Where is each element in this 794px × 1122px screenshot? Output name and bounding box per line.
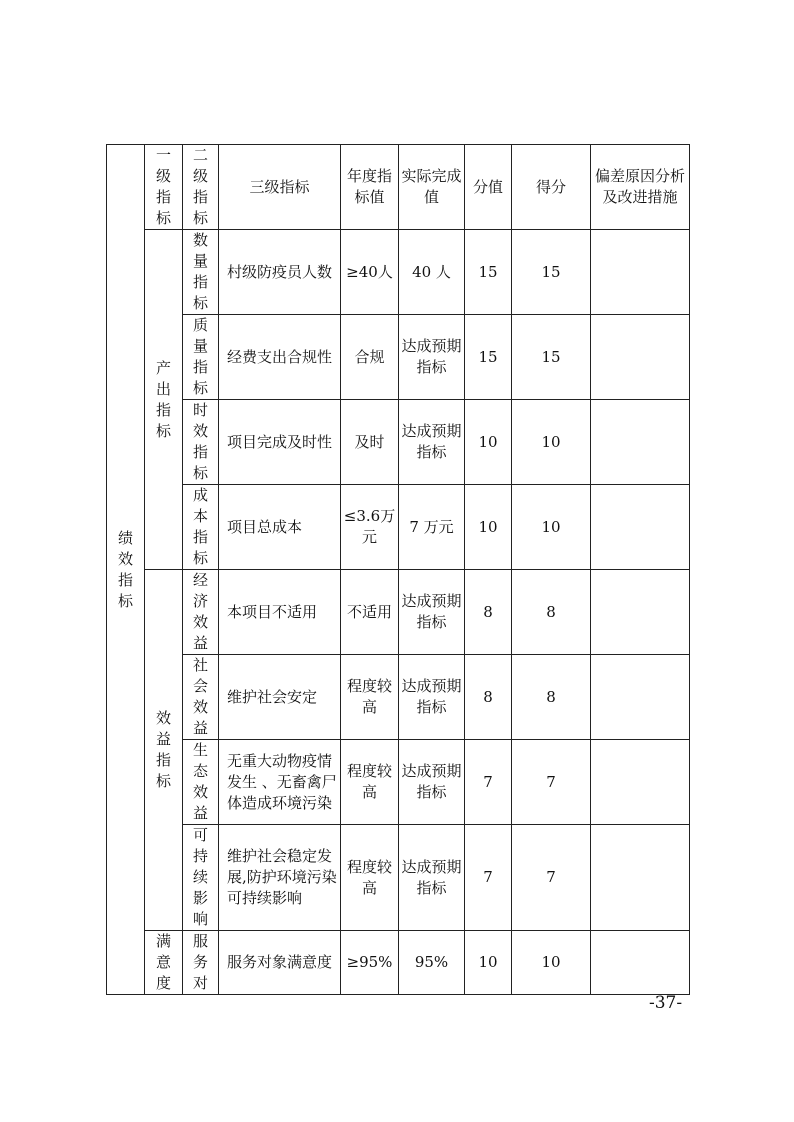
header-score: 得分 — [512, 145, 591, 230]
header-deviation: 偏差原因分析及改进措施 — [591, 145, 690, 230]
table-row — [107, 230, 690, 315]
weight-cell: 10 — [465, 485, 512, 570]
table-row — [107, 485, 690, 570]
level2-cell: 数量指标 — [183, 230, 219, 315]
target-cell: ≤3.6万元 — [341, 485, 399, 570]
level2-cell: 服务对 — [183, 931, 219, 995]
note-cell — [591, 740, 690, 825]
level2-cell: 质量指标 — [183, 315, 219, 400]
score-cell: 8 — [512, 655, 591, 740]
weight-cell: 10 — [465, 931, 512, 995]
actual-cell: 95% — [399, 931, 465, 995]
level2-cell: 可持续影响 — [183, 825, 219, 931]
actual-cell: 40 人 — [399, 230, 465, 315]
level1-output: 产出指标 — [145, 230, 183, 570]
level3-cell: 无重大动物疫情发生 、无畜禽尸体造成环境污染 — [219, 740, 341, 825]
note-cell — [591, 400, 690, 485]
level3-cell: 村级防疫员人数 — [219, 230, 341, 315]
header-actual-value: 实际完成值 — [399, 145, 465, 230]
level2-cell: 生态效益 — [183, 740, 219, 825]
note-cell — [591, 655, 690, 740]
target-cell: 合规 — [341, 315, 399, 400]
target-cell: 及时 — [341, 400, 399, 485]
level2-cell: 经济效益 — [183, 570, 219, 655]
target-cell: ≥40人 — [341, 230, 399, 315]
performance-indicator-table — [106, 144, 690, 995]
weight-cell: 15 — [465, 230, 512, 315]
header-level1: 一级指标 — [145, 145, 183, 230]
level1-benefit: 效益指标 — [145, 570, 183, 931]
note-cell — [591, 931, 690, 995]
note-cell — [591, 230, 690, 315]
actual-cell: 7 万元 — [399, 485, 465, 570]
weight-cell: 15 — [465, 315, 512, 400]
header-level3: 三级指标 — [219, 145, 341, 230]
level1-satisfaction: 满意度 — [145, 931, 183, 995]
weight-cell: 8 — [465, 570, 512, 655]
header-row — [107, 145, 690, 230]
score-cell: 15 — [512, 315, 591, 400]
header-level2: 二级指标 — [183, 145, 219, 230]
target-cell: 程度较高 — [341, 740, 399, 825]
group-label-cell — [107, 145, 145, 995]
score-cell: 7 — [512, 740, 591, 825]
target-cell: ≥95% — [341, 931, 399, 995]
table-row — [107, 740, 690, 825]
level2-cell: 成本指标 — [183, 485, 219, 570]
target-cell: 不适用 — [341, 570, 399, 655]
level3-cell: 项目总成本 — [219, 485, 341, 570]
group-label: 绩效指标 — [117, 528, 133, 610]
actual-cell: 达成预期指标 — [399, 825, 465, 931]
table-row — [107, 931, 690, 995]
level3-cell: 经费支出合规性 — [219, 315, 341, 400]
table-row — [107, 400, 690, 485]
level2-cell: 时效指标 — [183, 400, 219, 485]
score-cell: 8 — [512, 570, 591, 655]
actual-cell: 达成预期指标 — [399, 570, 465, 655]
score-cell: 15 — [512, 230, 591, 315]
target-cell: 程度较高 — [341, 655, 399, 740]
table-row — [107, 655, 690, 740]
target-cell: 程度较高 — [341, 825, 399, 931]
note-cell — [591, 485, 690, 570]
header-score-weight: 分值 — [465, 145, 512, 230]
weight-cell: 8 — [465, 655, 512, 740]
level3-cell: 维护社会安定 — [219, 655, 341, 740]
note-cell — [591, 825, 690, 931]
score-cell: 10 — [512, 485, 591, 570]
weight-cell: 7 — [465, 740, 512, 825]
header-annual-target: 年度指标值 — [341, 145, 399, 230]
table-row — [107, 570, 690, 655]
level3-cell: 服务对象满意度 — [219, 931, 341, 995]
score-cell: 10 — [512, 931, 591, 995]
actual-cell: 达成预期指标 — [399, 400, 465, 485]
actual-cell: 达成预期指标 — [399, 740, 465, 825]
table-row — [107, 315, 690, 400]
level3-cell: 本项目不适用 — [219, 570, 341, 655]
weight-cell: 7 — [465, 825, 512, 931]
table-row — [107, 825, 690, 931]
level3-cell: 维护社会稳定发展,防护环境污染可持续影响 — [219, 825, 341, 931]
page-number: -37- — [649, 993, 683, 1013]
score-cell: 7 — [512, 825, 591, 931]
note-cell — [591, 570, 690, 655]
score-cell: 10 — [512, 400, 591, 485]
level3-cell: 项目完成及时性 — [219, 400, 341, 485]
actual-cell: 达成预期指标 — [399, 315, 465, 400]
actual-cell: 达成预期指标 — [399, 655, 465, 740]
level2-cell: 社会效益 — [183, 655, 219, 740]
weight-cell: 10 — [465, 400, 512, 485]
note-cell — [591, 315, 690, 400]
